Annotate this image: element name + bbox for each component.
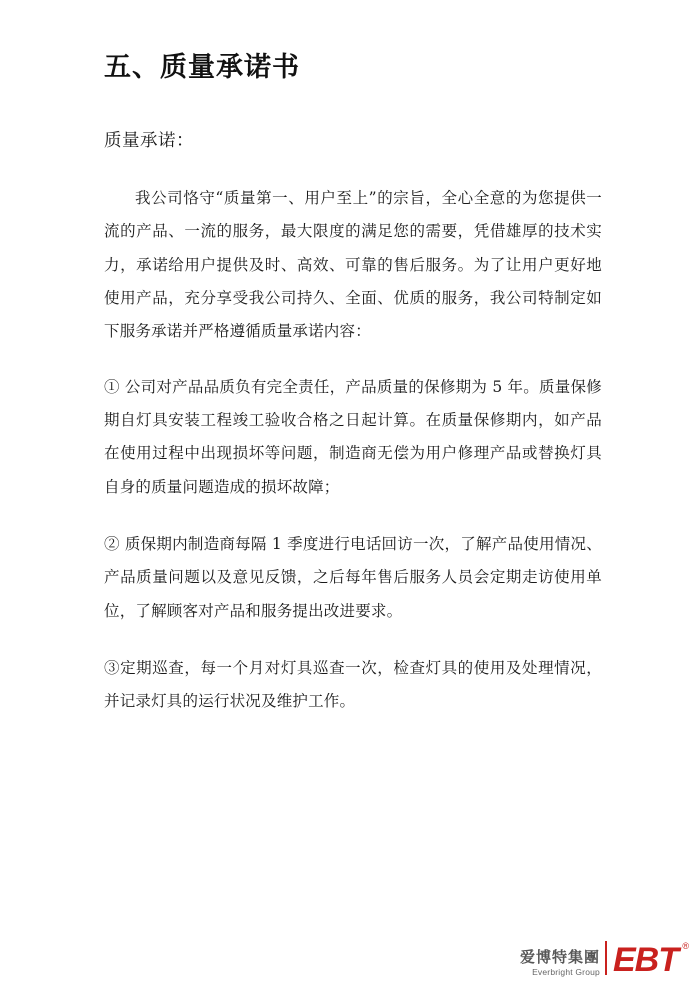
logo-mark-text: EBT bbox=[613, 940, 678, 979]
registered-trademark-icon: ® bbox=[682, 940, 688, 951]
paragraph-item-1: ① 公司对产品品质负有完全责任，产品质量的保修期为 5 年。质量保修期自灯具安装工程竣工验收合格之日起计算。在质量保修期内，如产品在使用过程中出现损坏等问题，制造商无偿为用户修理产品或替换灯具自身的质量问题造成的损坏故障； bbox=[104, 377, 602, 496]
logo-chinese-name: 爱博特集團 bbox=[519, 947, 600, 966]
paragraph-item-3: ③定期巡查，每一个月对灯具巡查一次，检查灯具的使用及处理情况，并记录灯具的运行状况及维护工作。 bbox=[104, 658, 602, 711]
footer-logo bbox=[519, 934, 688, 979]
paragraph-item-2: ② 质保期内制造商每隔 1 季度进行电话回访一次，了解产品使用情况、产品质量问题以及意见反馈，之后每年售后服务人员会定期走访使用单位，了解顾客对产品和服务提出改进要求。 bbox=[104, 534, 602, 620]
logo-chinese-name-block bbox=[519, 947, 600, 977]
paragraph-intro: 我公司恪守“质量第一、用户至上”的宗旨，全心全意的为您提供一流的产品、一流的服务，最大限度的满足您的需要，凭借雄厚的技术实力，承诺给用户提供及时、高效、可靠的售后服务。为了让用户更好地使用产品，充分享受我公司持久、全面、优质的服务，我公司特制定如下服务承诺并严格遵循质量承诺内容： bbox=[104, 189, 602, 341]
logo-english-name: Everbright Group bbox=[532, 966, 600, 977]
section-subtitle: 质量承诺： bbox=[104, 131, 194, 152]
document-content bbox=[104, 0, 602, 718]
page-title: 五、质量承诺书 bbox=[104, 52, 300, 83]
logo-divider-icon bbox=[605, 941, 607, 975]
logo-mark-icon bbox=[613, 940, 688, 979]
